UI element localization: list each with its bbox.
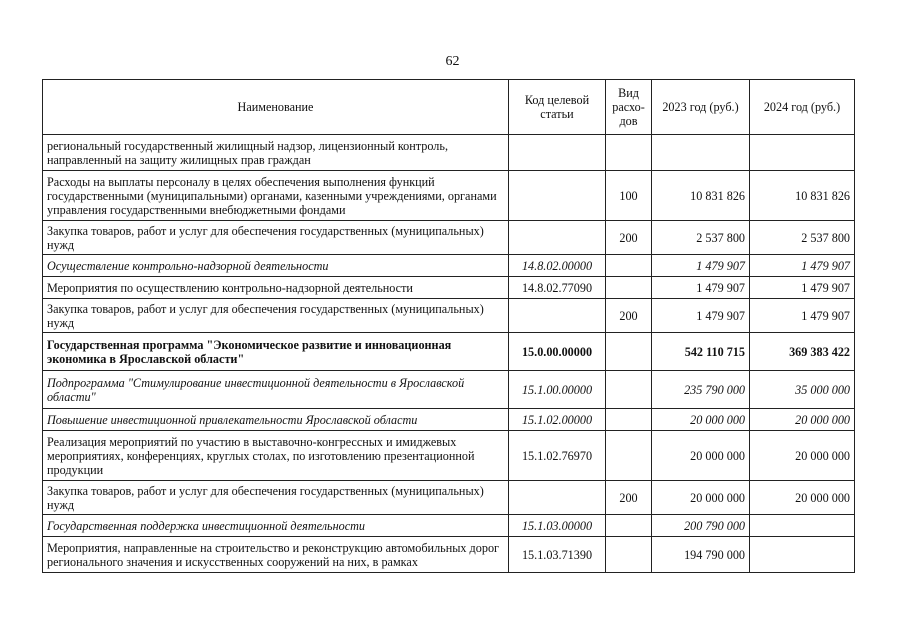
cell-2023: 200 790 000 xyxy=(652,515,750,537)
cell-code: 14.8.02.77090 xyxy=(509,277,606,299)
cell-2023: 542 110 715 xyxy=(652,333,750,371)
cell-2023 xyxy=(652,135,750,171)
table-row xyxy=(43,431,855,481)
cell-vid xyxy=(606,371,652,409)
cell-code: 15.1.02.00000 xyxy=(509,409,606,431)
table-row xyxy=(43,537,855,573)
cell-code: 14.8.02.00000 xyxy=(509,255,606,277)
cell-2023: 20 000 000 xyxy=(652,481,750,515)
table-row xyxy=(43,171,855,221)
cell-code xyxy=(509,171,606,221)
cell-2024: 20 000 000 xyxy=(750,409,855,431)
cell-2023: 20 000 000 xyxy=(652,431,750,481)
cell-name: Подпрограмма "Стимулирование инвестиционной деятельности в Ярославской области" xyxy=(43,371,509,409)
cell-vid xyxy=(606,409,652,431)
cell-vid xyxy=(606,333,652,371)
cell-vid: 200 xyxy=(606,221,652,255)
header-name: Наименование xyxy=(43,80,509,135)
table-row xyxy=(43,409,855,431)
cell-2024 xyxy=(750,537,855,573)
page-number: 62 xyxy=(445,54,460,69)
cell-code: 15.0.00.00000 xyxy=(509,333,606,371)
cell-vid xyxy=(606,431,652,481)
cell-vid xyxy=(606,135,652,171)
table-row xyxy=(43,221,855,255)
cell-2024 xyxy=(750,135,855,171)
cell-2024: 1 479 907 xyxy=(750,299,855,333)
cell-2023: 1 479 907 xyxy=(652,255,750,277)
cell-code: 15.1.03.71390 xyxy=(509,537,606,573)
table-row xyxy=(43,481,855,515)
cell-2024: 1 479 907 xyxy=(750,277,855,299)
cell-name: Мероприятия, направленные на строительство и реконструкцию автомобильных дорог регионального значения и искусственных сооружений на них, в рамках xyxy=(43,537,509,573)
cell-2023: 1 479 907 xyxy=(652,299,750,333)
table-row xyxy=(43,277,855,299)
cell-2024: 35 000 000 xyxy=(750,371,855,409)
cell-name: Государственная поддержка инвестиционной деятельности xyxy=(43,515,509,537)
header-vid: Вид расхо-дов xyxy=(606,80,652,135)
cell-name: Закупка товаров, работ и услуг для обеспечения государственных (муниципальных) нужд xyxy=(43,299,509,333)
cell-2023: 2 537 800 xyxy=(652,221,750,255)
header-2023: 2023 год (руб.) xyxy=(652,80,750,135)
cell-name: Мероприятия по осуществлению контрольно-надзорной деятельности xyxy=(43,277,509,299)
table-row xyxy=(43,299,855,333)
cell-vid xyxy=(606,277,652,299)
table-row xyxy=(43,255,855,277)
cell-name: Осуществление контрольно-надзорной деятельности xyxy=(43,255,509,277)
cell-2024: 20 000 000 xyxy=(750,431,855,481)
cell-2024: 2 537 800 xyxy=(750,221,855,255)
table-row xyxy=(43,515,855,537)
header-2024: 2024 год (руб.) xyxy=(750,80,855,135)
cell-2024: 20 000 000 xyxy=(750,481,855,515)
budget-table xyxy=(42,79,855,573)
cell-name: региональный государственный жилищный надзор, лицензионный контроль, направленный на защиту жилищных прав граждан xyxy=(43,135,509,171)
cell-2023: 10 831 826 xyxy=(652,171,750,221)
cell-name: Закупка товаров, работ и услуг для обеспечения государственных (муниципальных) нужд xyxy=(43,481,509,515)
table-row xyxy=(43,371,855,409)
table-header-row xyxy=(43,80,855,135)
cell-name: Повышение инвестиционной привлекательности Ярославской области xyxy=(43,409,509,431)
table-row xyxy=(43,135,855,171)
cell-vid xyxy=(606,515,652,537)
cell-code: 15.1.02.76970 xyxy=(509,431,606,481)
cell-2023: 235 790 000 xyxy=(652,371,750,409)
header-code: Код целевой статьи xyxy=(509,80,606,135)
cell-name: Расходы на выплаты персоналу в целях обеспечения выполнения функций государственными (муниципальными) органами, казенными учреждениями, органами управления государственными внебюджетными фондами xyxy=(43,171,509,221)
cell-2023: 1 479 907 xyxy=(652,277,750,299)
cell-2024: 1 479 907 xyxy=(750,255,855,277)
cell-vid xyxy=(606,537,652,573)
cell-name: Реализация мероприятий по участию в выставочно-конгрессных и имиджевых мероприятиях, конференциях, круглых столах, по изготовлению презентационной продукции xyxy=(43,431,509,481)
cell-name: Государственная программа "Экономическое развитие и инновационная экономика в Ярославской области" xyxy=(43,333,509,371)
cell-code xyxy=(509,221,606,255)
cell-vid: 200 xyxy=(606,481,652,515)
cell-code: 15.1.03.00000 xyxy=(509,515,606,537)
cell-vid: 200 xyxy=(606,299,652,333)
cell-name: Закупка товаров, работ и услуг для обеспечения государственных (муниципальных) нужд xyxy=(43,221,509,255)
cell-2023: 20 000 000 xyxy=(652,409,750,431)
cell-code: 15.1.00.00000 xyxy=(509,371,606,409)
cell-vid: 100 xyxy=(606,171,652,221)
table-row xyxy=(43,333,855,371)
cell-2024: 10 831 826 xyxy=(750,171,855,221)
cell-code xyxy=(509,481,606,515)
cell-2024: 369 383 422 xyxy=(750,333,855,371)
cell-2024 xyxy=(750,515,855,537)
cell-code xyxy=(509,135,606,171)
cell-code xyxy=(509,299,606,333)
cell-2023: 194 790 000 xyxy=(652,537,750,573)
cell-vid xyxy=(606,255,652,277)
